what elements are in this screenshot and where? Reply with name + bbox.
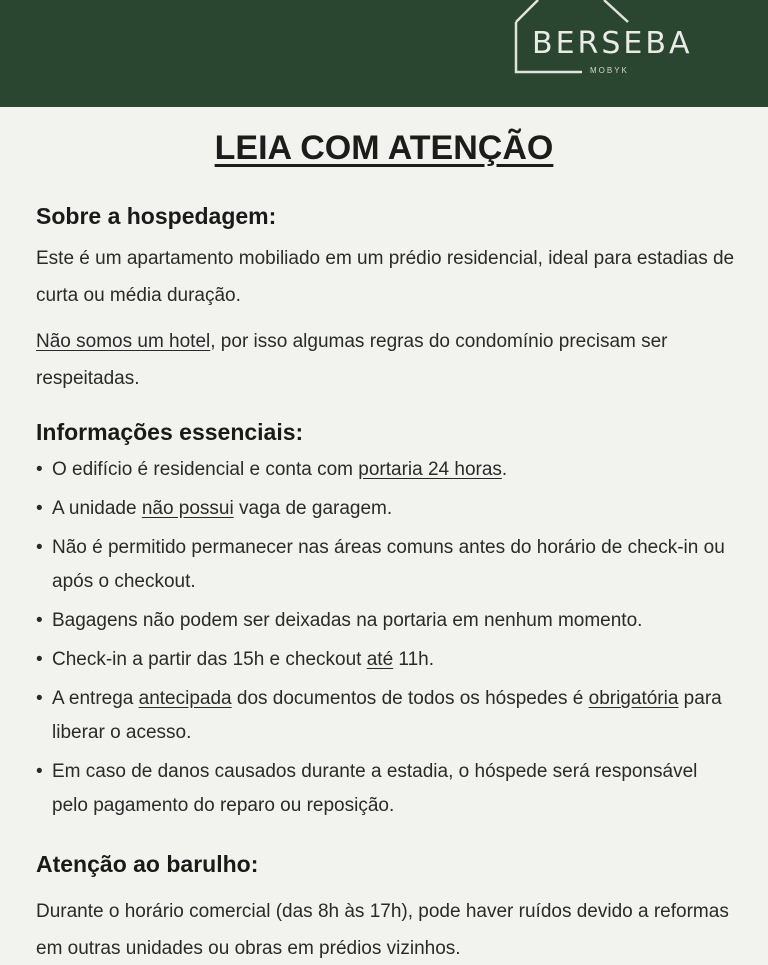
info-list [36,453,736,823]
section-heading-noise: Atenção ao barulho: [36,851,259,877]
header-bar [0,0,768,107]
section-heading-about: Sobre a hospedagem: [36,203,277,229]
brand-logo [512,0,722,100]
not-a-hotel-emphasis: Não somos um hotel [36,331,211,352]
brand-name: BERSEBA [532,26,693,61]
list-item: • Bagagens não podem ser deixadas na portaria em nenhum momento. [36,604,736,638]
section-heading-info: Informações essenciais: [36,419,304,445]
page-title-text: LEIA COM ATENÇÃO [214,129,554,167]
about-paragraph-1: Este é um apartamento mobiliado em um prédio residencial, ideal para estadias de curta ou média duração. [36,248,735,306]
about-paragraph-2 [36,323,736,397]
brand-subtitle: MOBYK [590,66,629,75]
about-paragraph-2-rest: , por isso algumas regras do condomínio precisam ser respeitadas. [36,331,668,389]
list-item: • A unidade não possui vaga de garagem. [36,492,736,526]
list-item: • Check-in a partir das 15h e checkout até 11h. [36,643,736,677]
notice-document [0,107,768,965]
noise-paragraph: Durante o horário comercial (das 8h às 17h), pode haver ruídos devido a reformas em outras unidades ou obras em prédios vizinhos. [36,901,729,959]
list-item: • A entrega antecipada dos documentos de todos os hóspedes é obrigatória para liberar o acesso. [36,682,736,750]
list-item: • Não é permitido permanecer nas áreas comuns antes do horário de check-in ou após o checkout. [36,531,736,599]
list-item: • O edifício é residencial e conta com portaria 24 horas. [36,453,736,487]
list-item: • Em caso de danos causados durante a estadia, o hóspede será responsável pelo pagamento do reparo ou reposição. [36,755,736,823]
page-title [0,129,768,168]
